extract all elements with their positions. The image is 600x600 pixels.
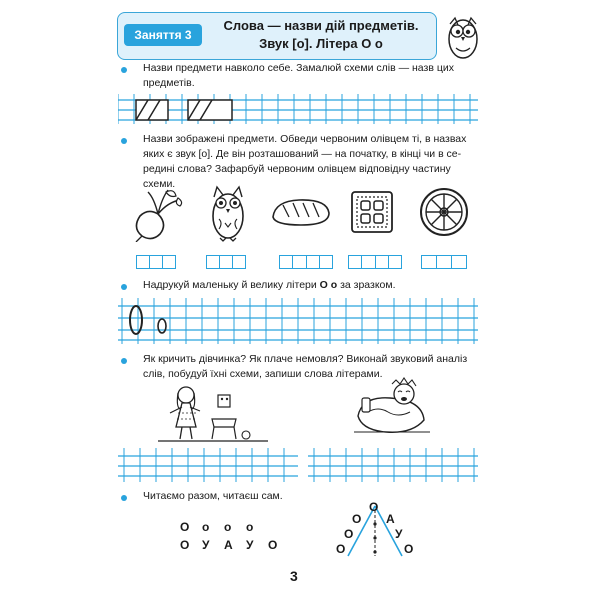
tri-right-letter: А: [386, 512, 395, 526]
letter: о: [246, 520, 254, 534]
task5-text: Читаємо разом, читаєш сам.: [143, 490, 283, 502]
task2-text: [143, 132, 483, 192]
word-scheme[interactable]: [136, 255, 176, 269]
reading-row-1: [180, 520, 268, 534]
task4-line1: Як кричить дівчинка? Як плаче немовля? Виконай звуковий аналіз: [143, 353, 468, 365]
tri-right-letter: О: [404, 542, 414, 556]
task4-text: [143, 352, 483, 382]
task3-suffix: за зразком.: [337, 279, 396, 291]
sample-letter-o: [158, 319, 166, 333]
letter: о: [224, 520, 232, 534]
letter: У: [246, 538, 254, 552]
page-number: 3: [290, 568, 298, 584]
tri-left-letter: О: [352, 512, 362, 526]
task2-line3: редині слова? Зафарбуй червоним олівцем відповідну частину схеми.: [143, 163, 451, 190]
task-bullet: [121, 358, 127, 364]
task-bullet: [121, 495, 127, 501]
task4-line2: слів, побудуй їхні схеми, запиши слова літерами.: [143, 368, 383, 380]
tri-left-letter: О: [344, 527, 354, 541]
owl-mascot-icon: [446, 12, 480, 60]
task2-line2: яких є звук [о]. Де він розташований — на початку, в кінці чи в се-: [143, 148, 462, 160]
wheel-icon: [418, 186, 470, 238]
bread-icon: [269, 195, 333, 229]
letter: А: [224, 538, 233, 552]
tri-right-letter: У: [395, 527, 403, 541]
task3-text: [143, 278, 473, 293]
word-scheme[interactable]: [421, 255, 467, 269]
letter: О: [180, 520, 190, 534]
task3-letters: О о: [319, 279, 338, 291]
reading-row-2: [180, 538, 290, 552]
task3-prefix: Надрукуй маленьку й велику літери: [143, 279, 320, 291]
writing-grid[interactable]: [118, 448, 298, 482]
page-subtitle: Звук [о]. Літера О о: [259, 36, 383, 51]
tri-top-letter: О: [369, 500, 379, 514]
word-scheme[interactable]: [348, 255, 402, 269]
task1-text: [143, 61, 473, 91]
beet-icon: [128, 186, 184, 242]
task1-line2: предметів.: [143, 77, 195, 89]
writing-grid[interactable]: [308, 448, 478, 482]
word-scheme[interactable]: [206, 255, 246, 269]
task1-line1: Назви предмети навколо себе. Замалюй схеми слів — назв цих: [143, 62, 454, 74]
word-scheme[interactable]: [279, 255, 333, 269]
owl-icon: [205, 183, 251, 243]
task2-line1: Назви зображені предмети. Обведи червоним олівцем ті, в назвах: [143, 133, 467, 145]
task-bullet: [121, 67, 127, 73]
lesson-label: Заняття 3: [124, 24, 202, 46]
letter: О: [180, 538, 190, 552]
tri-left-letter: О: [336, 542, 346, 556]
baby-illustration: [352, 376, 432, 438]
window-icon: [348, 188, 396, 236]
letter: о: [202, 520, 210, 534]
writing-grid[interactable]: [118, 298, 478, 344]
girl-illustration: [158, 383, 268, 443]
writing-grid[interactable]: [118, 94, 478, 124]
letter: У: [202, 538, 210, 552]
page-title: Слова — назви дій предметів.: [223, 18, 419, 33]
task-bullet: [121, 138, 127, 144]
letter: О: [268, 538, 278, 552]
task-bullet: [121, 284, 127, 290]
